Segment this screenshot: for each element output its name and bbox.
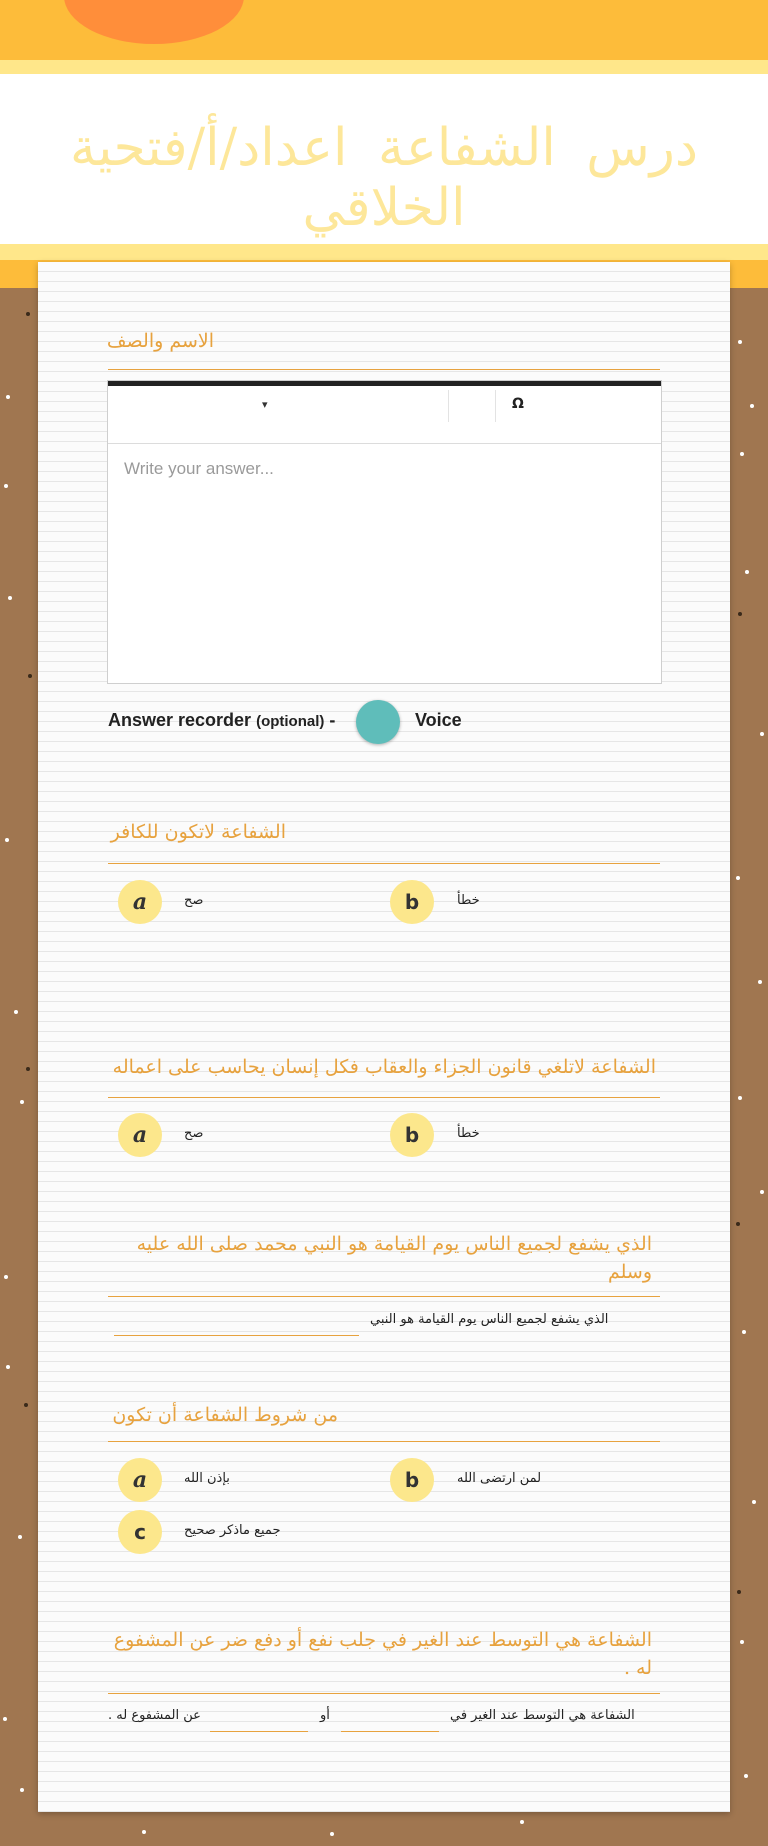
cork-dot [4,484,8,488]
option-c-badge[interactable]: c [118,1510,162,1554]
cork-dot [6,395,10,399]
option-a-text[interactable]: صح [184,893,204,908]
cork-dot [744,1774,748,1778]
option-b-text[interactable]: لمن ارتضى الله [457,1471,542,1486]
answer-editor[interactable] [107,380,662,684]
question-underline [108,1441,660,1442]
cork-dot [14,1010,18,1014]
recorder-optional: (optional) [256,713,325,730]
cork-dot [738,1096,742,1100]
editor-toolbar [108,386,661,444]
cork-dot [330,1832,334,1836]
header-stripe [0,60,768,74]
toolbar-divider [495,390,496,422]
header-stripe [0,244,768,260]
cork-dot [5,838,9,842]
fill-blank-input[interactable] [114,1335,359,1336]
cork-dot [20,1788,24,1792]
cork-dot [28,674,32,678]
cork-dot [758,980,762,984]
chevron-down-icon[interactable]: ▾ [262,398,268,411]
cork-dot [740,1640,744,1644]
voice-label: Voice [415,710,462,730]
cork-dot [520,1820,524,1824]
option-b-badge[interactable]: b [390,880,434,924]
question-3-label: الشفاعة لاتلغي قانون الجزاء والعقاب فكل إنسان يحاسب على اعماله [112,1056,656,1078]
option-c-text[interactable]: جميع ماذكر صحيح [184,1523,281,1538]
cork-dot [736,1222,740,1226]
fill-blank-text: الذي يشفع لجميع الناس يوم القيامة هو النبي [370,1312,609,1327]
page-title: درس الشفاعة اعداد/أ/فتحية الخلاقي [69,118,699,238]
cork-dot [745,570,749,574]
fill-blank-text: أو [320,1708,330,1723]
answer-recorder-label [108,710,335,731]
option-a-text[interactable]: بإذن الله [184,1471,230,1486]
cork-dot [26,1067,30,1071]
cork-dot [18,1535,22,1539]
cork-dot [6,1365,10,1369]
fill-blank-text: عن المشفوع له . [108,1708,201,1723]
answer-input[interactable]: Write your answer... [124,459,274,478]
question-underline [108,863,660,864]
option-a-badge[interactable]: a [118,1113,162,1157]
question-5-label: من شروط الشفاعة أن تكون [112,1404,338,1426]
fill-blank-text: الشفاعة هي التوسط عند الغير في [450,1708,635,1723]
option-b-badge[interactable]: b [390,1458,434,1502]
option-a-badge[interactable]: a [118,880,162,924]
option-b-text[interactable]: خطأ [457,1126,480,1141]
recorder-title: Answer recorder [108,710,252,730]
question-underline [108,1693,660,1694]
special-character-icon[interactable]: Ω [512,396,524,412]
cork-dot [740,452,744,456]
question-6-label: الشفاعة هي التوسط عند الغير في جلب نفع أو دفع ضر عن المشفوع له . [113,1629,652,1679]
cork-dot [4,1275,8,1279]
fill-blank-input-1[interactable] [341,1731,439,1732]
cork-dot [738,612,742,616]
cork-dot [760,1190,764,1194]
question-underline [108,369,660,370]
option-b-text[interactable]: خطأ [457,893,480,908]
cork-dot [20,1100,24,1104]
toolbar-divider [448,390,449,422]
recorder-dash: - [329,710,336,730]
option-a-text[interactable]: صح [184,1126,204,1141]
cork-dot [738,340,742,344]
cork-dot [742,1330,746,1334]
cork-dot [142,1830,146,1834]
option-b-badge[interactable]: b [390,1113,434,1157]
cork-dot [752,1500,756,1504]
question-1-label: الاسم والصف [106,330,214,352]
cork-dot [8,596,12,600]
question-underline [108,1097,660,1098]
cork-dot [3,1717,7,1721]
cork-dot [24,1403,28,1407]
cork-dot [760,732,764,736]
question-underline [108,1296,660,1297]
fill-blank-input-2[interactable] [210,1731,308,1732]
record-voice-button[interactable] [356,700,400,744]
cork-dot [736,876,740,880]
option-a-badge[interactable]: a [118,1458,162,1502]
question-2-label: الشفاعة لاتكون للكافر [110,821,286,843]
question-4-label: الذي يشفع لجميع الناس يوم القيامة هو النبي محمد صلى الله عليه وسلم [136,1233,652,1283]
cork-dot [26,312,30,316]
cork-dot [750,404,754,408]
cork-dot [737,1590,741,1594]
